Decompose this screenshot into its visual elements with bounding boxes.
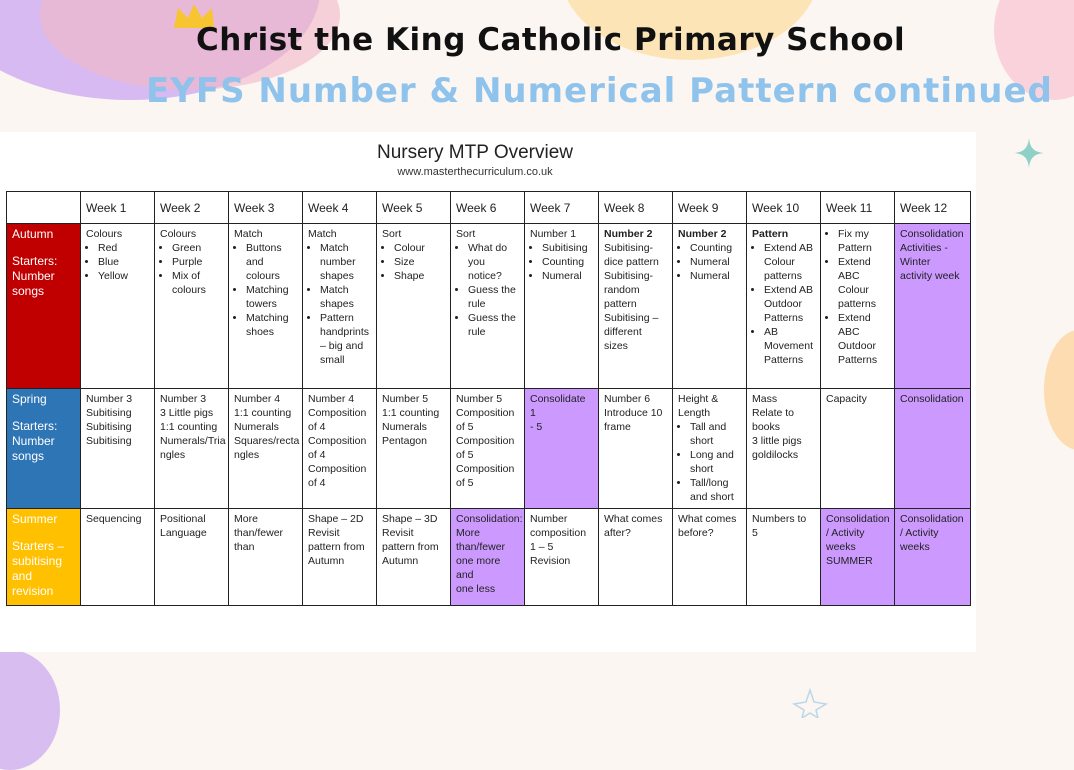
- cell-line: Number: [530, 513, 568, 525]
- cell-title: Sort: [382, 228, 402, 240]
- cell-line: Subitising-: [604, 242, 654, 254]
- cell-line: books: [752, 421, 781, 433]
- cell-line: Composition: [456, 435, 515, 447]
- week-header: Week 4: [303, 192, 377, 224]
- cell-line: Consolidation: [826, 513, 890, 525]
- list-item: • Subitising: [542, 241, 593, 255]
- cell-list: [382, 241, 445, 283]
- cell-line: Numerals: [234, 421, 279, 433]
- cell-title: [604, 227, 667, 241]
- season-starters: Starters: Number songs: [12, 419, 58, 463]
- cell-line: Numerals: [382, 421, 427, 433]
- overview-sheet: [0, 132, 976, 652]
- cell-line: Number 4: [308, 393, 355, 405]
- slide-header: [0, 0, 1074, 125]
- list-item: • Numeral: [542, 269, 593, 283]
- cell-line: Composition: [308, 407, 367, 419]
- cell-title: Colours: [86, 228, 123, 240]
- cell-line: Subitising: [86, 435, 132, 447]
- lesson-cell: [229, 389, 303, 509]
- cell-line: Number 4: [234, 393, 281, 405]
- cell-line: Number 5: [382, 393, 429, 405]
- cell-line: 1:1 counting: [234, 407, 292, 419]
- week-header: Week 1: [81, 192, 155, 224]
- cell-line: 3 Little pigs: [160, 407, 214, 419]
- cell-title: [678, 227, 741, 241]
- cell-line: frame: [604, 421, 631, 433]
- cell-line: Positional: [160, 513, 206, 525]
- season-cell-spring: [7, 389, 81, 509]
- lesson-cell: [747, 509, 821, 606]
- cell-line: / Activity: [826, 527, 865, 539]
- cell-line: Consolidation: [900, 228, 964, 240]
- lesson-cell: [81, 224, 155, 389]
- lesson-cell: [81, 509, 155, 606]
- week-header: Week 6: [451, 192, 525, 224]
- sparkle-icon: [1014, 138, 1044, 168]
- cell-line: after?: [604, 527, 631, 539]
- list-item: • Counting: [690, 241, 741, 255]
- lesson-cell: [451, 389, 525, 509]
- list-item: • Green: [172, 241, 223, 255]
- cell-line: Pentagon: [382, 435, 427, 447]
- week-header: Week 2: [155, 192, 229, 224]
- cell-line: Sequencing: [86, 513, 142, 525]
- lesson-cell: [155, 509, 229, 606]
- cell-line: different sizes: [604, 326, 642, 352]
- cell-line: Number 6: [604, 393, 651, 405]
- week-header: Week 10: [747, 192, 821, 224]
- lesson-cell: [377, 389, 451, 509]
- list-item: • Yellow: [98, 269, 149, 283]
- cell-line: of 4: [308, 477, 326, 489]
- cell-line: Subitising –: [604, 312, 659, 324]
- season-cell-autumn: [7, 224, 81, 389]
- lesson-cell: [451, 224, 525, 389]
- cell-line: 1:1 counting: [382, 407, 440, 419]
- list-item: • Extend ABC Outdoor Patterns: [838, 311, 889, 367]
- cell-line: Subitising: [86, 407, 132, 419]
- list-item: • Extend ABC Colour patterns: [838, 255, 889, 311]
- list-item: • Guess the rule: [468, 311, 519, 339]
- cell-line: Consolidation:: [456, 513, 523, 525]
- lesson-cell: [303, 224, 377, 389]
- star-outline-icon: [790, 688, 830, 718]
- lesson-cell: [525, 224, 599, 389]
- cell-line: Autumn: [308, 555, 345, 567]
- lesson-cell: [229, 509, 303, 606]
- cell-line: Revisit: [308, 527, 340, 539]
- list-item: • Match number shapes: [320, 241, 371, 283]
- cell-line: Activities -: [900, 242, 948, 254]
- week-header: Week 3: [229, 192, 303, 224]
- cell-title: [752, 227, 815, 241]
- table-header-row: [7, 192, 971, 224]
- lesson-cell: [673, 509, 747, 606]
- list-item: • Pattern handprints – big and small: [320, 311, 371, 367]
- list-item: • Matching shoes: [246, 311, 297, 339]
- week-header: Week 9: [673, 192, 747, 224]
- lesson-cell: [303, 389, 377, 509]
- list-item: • Fix my Pattern: [838, 227, 889, 255]
- cell-line: Shape – 3D: [382, 513, 438, 525]
- cell-line: Subitising: [86, 421, 132, 433]
- list-item: • Colour: [394, 241, 445, 255]
- consolidation-cell: [525, 389, 599, 509]
- cell-line: Subitising-: [604, 270, 654, 282]
- cell-line: dice pattern: [604, 256, 659, 268]
- cell-line: Number 3: [160, 393, 207, 405]
- table-row-spring: [7, 389, 971, 509]
- cell-line: Number 5: [456, 393, 503, 405]
- cell-line: What comes: [604, 513, 663, 525]
- season-starters: Starters – subitising and revision: [12, 539, 65, 598]
- lesson-cell: [821, 389, 895, 509]
- decorative-blob: [0, 650, 60, 770]
- season-label: Summer: [12, 512, 58, 526]
- week-header: Week 8: [599, 192, 673, 224]
- list-item: • Extend AB Colour patterns: [764, 241, 815, 283]
- cell-line: 3 little pigs: [752, 435, 802, 447]
- cell-line: pattern from: [308, 541, 365, 553]
- sheet-url: www.masterthecurriculum.co.uk: [397, 166, 553, 178]
- cell-line: Mass: [752, 393, 778, 405]
- slide-subtitle: EYFS Number & Numerical Pattern continued: [146, 71, 1053, 111]
- cell-line: than: [234, 541, 255, 553]
- cell-line: of 5: [456, 449, 474, 461]
- cell-line: goldilocks: [752, 449, 799, 461]
- lesson-cell: [229, 224, 303, 389]
- table-row-summer: [7, 509, 971, 606]
- list-item: • Numeral: [690, 255, 741, 269]
- cell-line: Composition: [456, 463, 515, 475]
- cell-line: one less: [456, 583, 496, 595]
- week-header: Week 11: [821, 192, 895, 224]
- cell-line: More: [234, 513, 258, 525]
- cell-list: [160, 241, 223, 297]
- cell-line: than/fewer: [234, 527, 284, 539]
- decorative-blob: [1044, 330, 1074, 450]
- cell-line: ngles: [160, 449, 186, 461]
- cell-title: Sort: [456, 228, 476, 240]
- cell-line: SUMMER: [826, 555, 873, 567]
- cell-line: weeks: [900, 541, 930, 553]
- list-item: • What do you notice?: [468, 241, 519, 283]
- consolidation-cell: [451, 509, 525, 606]
- cell-title-bold: Pattern: [752, 228, 789, 240]
- cell-line: pattern: [604, 298, 637, 310]
- list-item: • Red: [98, 241, 149, 255]
- cell-line: Numbers to 5: [752, 513, 807, 539]
- lesson-cell: [673, 224, 747, 389]
- lesson-cell: [377, 509, 451, 606]
- cell-line: composition: [530, 527, 587, 539]
- cell-line: Winter: [900, 256, 931, 268]
- list-item: • Extend AB Outdoor Patterns: [764, 283, 815, 325]
- cell-list: [234, 241, 297, 339]
- cell-line: 1:1 counting: [160, 421, 218, 433]
- cell-line: Composition: [308, 435, 367, 447]
- lesson-cell: [821, 224, 895, 389]
- week-header: Week 12: [895, 192, 971, 224]
- cell-line: Squares/recta: [234, 435, 300, 447]
- cell-line: than/fewer: [456, 541, 506, 553]
- cell-line: Number 3: [86, 393, 133, 405]
- cell-line: random: [604, 284, 640, 296]
- lesson-cell: [747, 224, 821, 389]
- week-header: Week 7: [525, 192, 599, 224]
- cell-line: Relate to: [752, 407, 795, 419]
- sheet-title: Nursery MTP Overview: [376, 142, 573, 163]
- school-title: Christ the King Catholic Primary School: [196, 22, 906, 58]
- cell-list: [86, 241, 149, 283]
- season-label: Autumn: [12, 227, 54, 241]
- table-row-autumn: [7, 224, 971, 389]
- lesson-cell: [155, 224, 229, 389]
- week-header: Week 5: [377, 192, 451, 224]
- lesson-cell: [155, 389, 229, 509]
- cell-line: Consolidate 1: [530, 393, 586, 419]
- cell-title: Colours: [160, 228, 197, 240]
- cell-line: ngles: [234, 449, 260, 461]
- cell-line: More: [456, 527, 480, 539]
- cell-list: [308, 241, 371, 367]
- cell-line: weeks: [826, 541, 856, 553]
- cell-list: [530, 241, 593, 283]
- cell-list: [752, 241, 815, 367]
- cell-line: Composition: [456, 407, 515, 419]
- cell-line: - 5: [530, 421, 543, 433]
- cell-list: [826, 227, 889, 367]
- cell-line: Composition: [308, 463, 367, 475]
- corner-cell: [7, 192, 81, 224]
- consolidation-cell: [895, 509, 971, 606]
- lesson-cell: [599, 509, 673, 606]
- cell-line: of 5: [456, 421, 474, 433]
- cell-title: Height & Length: [678, 393, 719, 419]
- list-item: • Counting: [542, 255, 593, 269]
- consolidation-cell: [895, 224, 971, 389]
- lesson-cell: [673, 389, 747, 509]
- cell-title-bold: Number 2: [604, 228, 653, 240]
- consolidation-cell: [895, 389, 971, 509]
- lesson-cell: [599, 389, 673, 509]
- cell-line: activity week: [900, 270, 960, 282]
- cell-title-bold: Number 2: [678, 228, 727, 240]
- season-cell-summer: [7, 509, 81, 606]
- cell-line: / Activity: [900, 527, 939, 539]
- cell-line: of 5: [456, 477, 474, 489]
- cell-title: Match: [234, 228, 263, 240]
- lesson-cell: [303, 509, 377, 606]
- list-item: • Blue: [98, 255, 149, 269]
- list-item: • Size: [394, 255, 445, 269]
- lesson-cell: [81, 389, 155, 509]
- cell-line: Autumn: [382, 555, 419, 567]
- list-item: • Numeral: [690, 269, 741, 283]
- cell-line: 1 – 5 Revision: [530, 541, 571, 567]
- list-item: • AB Movement Patterns: [764, 325, 815, 367]
- cell-line: Language: [160, 527, 207, 539]
- cell-list: [678, 420, 741, 504]
- cell-line: Consolidation: [900, 393, 964, 405]
- list-item: • Match shapes: [320, 283, 371, 311]
- cell-list: [456, 241, 519, 339]
- mtp-table: [6, 191, 971, 606]
- cell-line: Numerals/Tria: [160, 435, 226, 447]
- list-item: • Shape: [394, 269, 445, 283]
- cell-line: before?: [678, 527, 714, 539]
- list-item: • Long and short: [690, 448, 741, 476]
- lesson-cell: [747, 389, 821, 509]
- list-item: • Matching towers: [246, 283, 297, 311]
- lesson-cell: [599, 224, 673, 389]
- list-item: • Purple: [172, 255, 223, 269]
- cell-line: Consolidation: [900, 513, 964, 525]
- list-item: • Tall and short: [690, 420, 741, 448]
- cell-line: pattern from: [382, 541, 439, 553]
- cell-title: Match: [308, 228, 337, 240]
- season-label: Spring: [12, 392, 47, 406]
- season-starters: Starters: Number songs: [12, 254, 58, 298]
- list-item: • Tall/long and short: [690, 476, 741, 504]
- cell-line: Shape – 2D: [308, 513, 364, 525]
- lesson-cell: [377, 224, 451, 389]
- list-item: • Guess the rule: [468, 283, 519, 311]
- cell-line: of 4: [308, 449, 326, 461]
- cell-line: Revisit: [382, 527, 414, 539]
- lesson-cell: [525, 509, 599, 606]
- consolidation-cell: [821, 509, 895, 606]
- cell-line: of 4: [308, 421, 326, 433]
- list-item: • Mix of colours: [172, 269, 223, 297]
- cell-line: What comes: [678, 513, 737, 525]
- cell-line: Introduce 10: [604, 407, 663, 419]
- cell-list: [678, 241, 741, 283]
- cell-line: Capacity: [826, 393, 867, 405]
- cell-line: one more and: [456, 555, 501, 581]
- cell-title: Number 1: [530, 228, 577, 240]
- list-item: • Buttons and colours: [246, 241, 297, 283]
